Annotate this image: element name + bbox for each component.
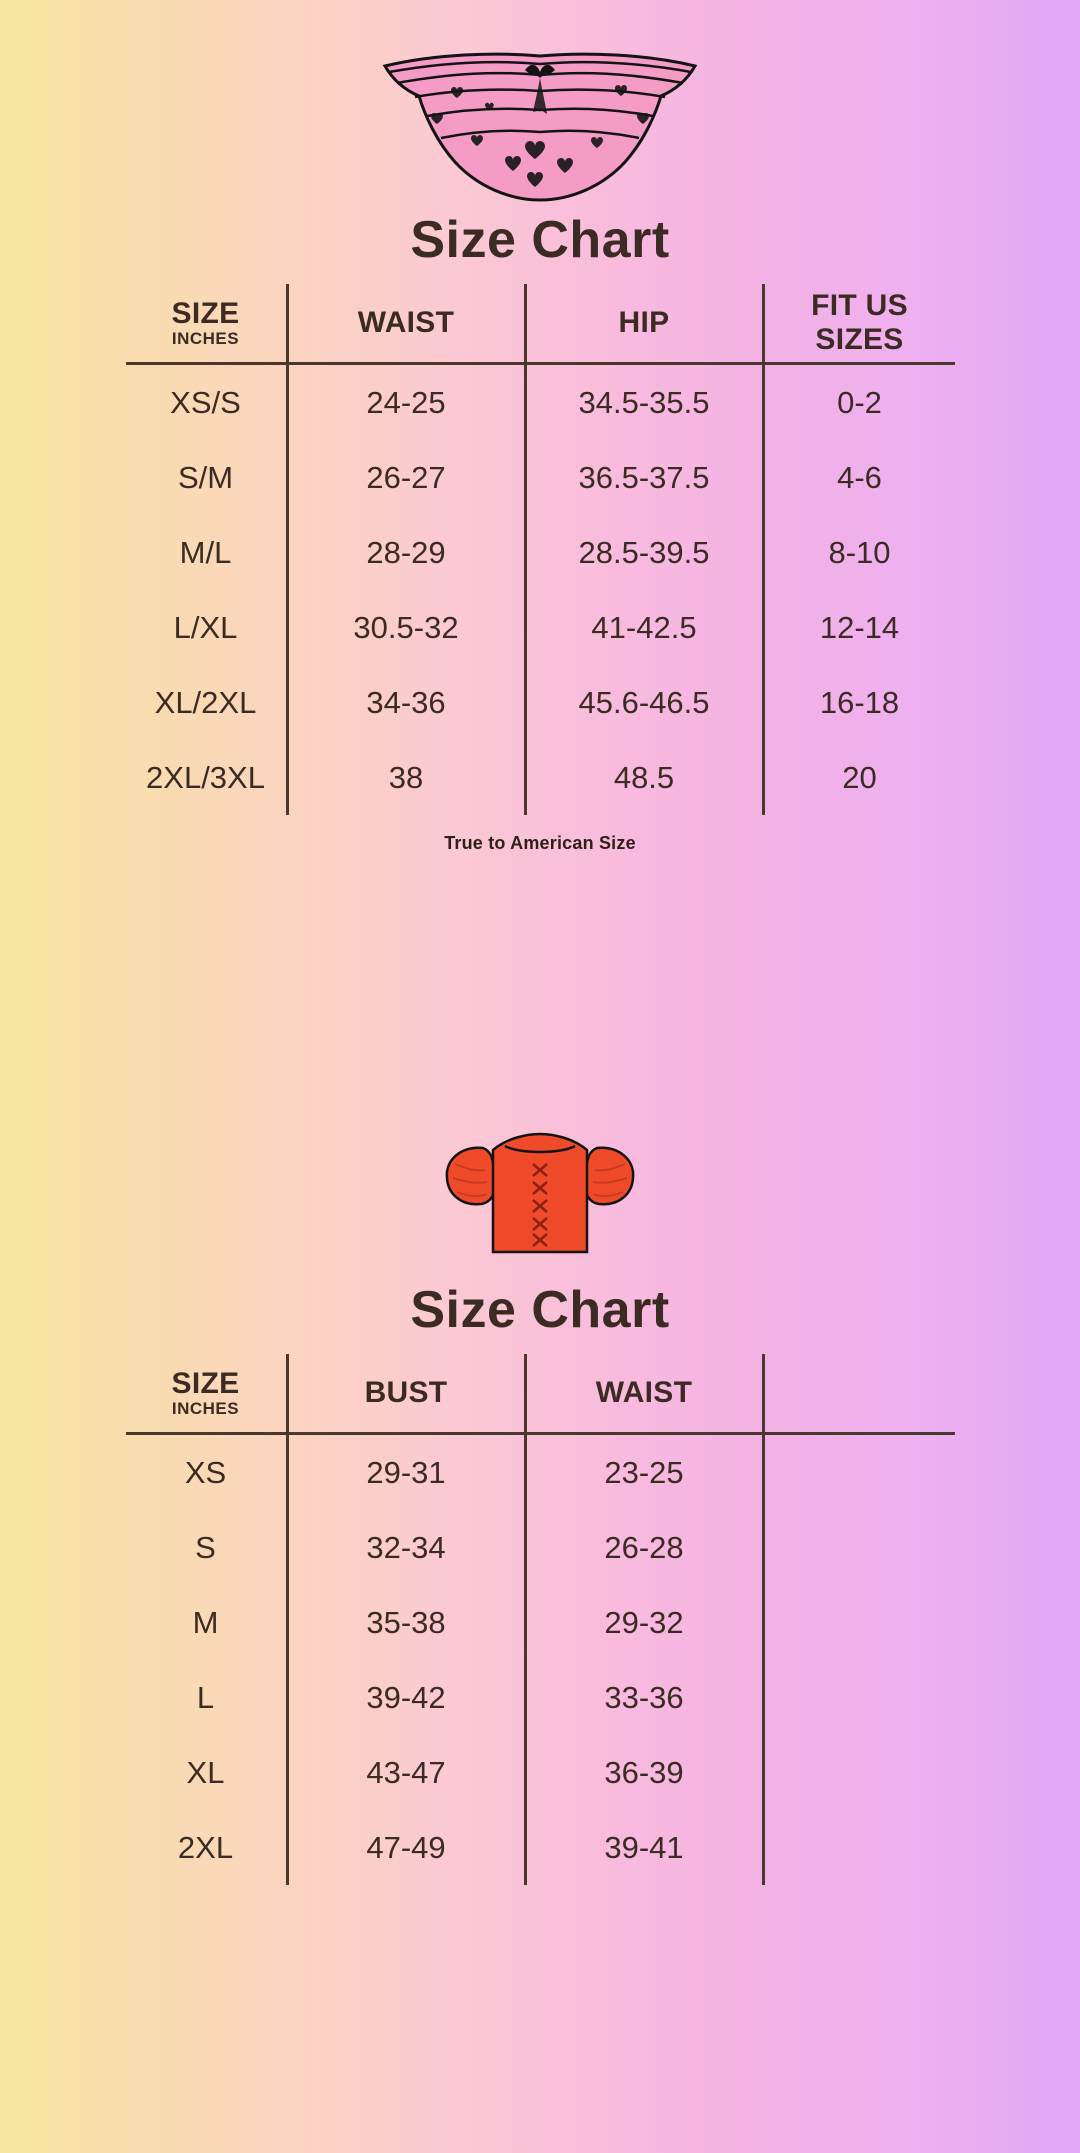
header-bust-2: BUST [287, 1354, 525, 1434]
table-row [126, 1810, 955, 1885]
header-waist-2: WAIST [525, 1354, 763, 1434]
table-row [126, 665, 955, 740]
cell-empty [763, 1510, 955, 1585]
cell-waist: 26-28 [525, 1510, 763, 1585]
cell-hip: 28.5-39.5 [525, 515, 763, 590]
cell-fit-us: 16-18 [763, 665, 955, 740]
panty-size-chart-section [0, 0, 1080, 854]
page-title-1: Size Chart [410, 211, 670, 269]
cell-empty [763, 1810, 955, 1885]
cell-waist: 33-36 [525, 1660, 763, 1735]
table-row [126, 1735, 955, 1810]
cell-size: S/M [177, 459, 234, 495]
cell-size: XL/2XL [154, 684, 257, 720]
cell-size: XL [186, 1754, 225, 1790]
cell-size: M/L [179, 534, 232, 570]
panty-size-table [126, 284, 955, 815]
table-row [126, 1585, 955, 1660]
cell-size: XS/S [170, 384, 241, 420]
cell-hip: 36.5-37.5 [525, 440, 763, 515]
top-size-table [126, 1354, 955, 1885]
table-row [126, 1660, 955, 1735]
cell-size: M [192, 1604, 219, 1640]
top-size-chart-section [0, 1070, 1080, 1885]
cell-waist: 24-25 [287, 364, 525, 441]
cell-bust: 35-38 [287, 1585, 525, 1660]
cell-waist: 36-39 [525, 1735, 763, 1810]
cell-waist: 34-36 [287, 665, 525, 740]
cell-hip: 34.5-35.5 [525, 364, 763, 441]
cell-waist: 39-41 [525, 1810, 763, 1885]
header-hip-1: HIP [525, 284, 763, 364]
cell-waist: 38 [287, 740, 525, 815]
header-size-2: SIZE INCHES [126, 1354, 288, 1434]
corset-top-illustration [0, 1070, 1080, 1280]
panty-illustration [0, 0, 1080, 210]
cell-waist: 29-32 [525, 1585, 763, 1660]
cell-waist: 26-27 [287, 440, 525, 515]
cell-waist: 28-29 [287, 515, 525, 590]
cell-empty [763, 1660, 955, 1735]
table-row [126, 1434, 955, 1511]
cell-bust: 29-31 [287, 1434, 525, 1511]
header-fit-us-sizes-1: FIT US SIZES [763, 284, 955, 364]
cell-fit-us: 8-10 [763, 515, 955, 590]
table-row [126, 740, 955, 815]
cell-size: L/XL [173, 609, 238, 645]
cell-bust: 39-42 [287, 1660, 525, 1735]
page-title-2: Size Chart [410, 1281, 670, 1339]
table-row [126, 515, 955, 590]
table-row [126, 364, 955, 441]
table-header-row-1 [126, 284, 955, 364]
cell-bust: 32-34 [287, 1510, 525, 1585]
cell-fit-us: 0-2 [763, 364, 955, 441]
cell-bust: 47-49 [287, 1810, 525, 1885]
cell-size: 2XL [177, 1829, 234, 1865]
header-empty-2 [763, 1354, 955, 1434]
cell-size: S [195, 1529, 216, 1565]
cell-hip: 48.5 [525, 740, 763, 815]
cell-empty [763, 1434, 955, 1511]
cell-waist: 30.5-32 [287, 590, 525, 665]
cell-fit-us: 20 [763, 740, 955, 815]
cell-fit-us: 12-14 [763, 590, 955, 665]
cell-empty [763, 1735, 955, 1810]
table-header-row-2 [126, 1354, 955, 1434]
cell-hip: 41-42.5 [525, 590, 763, 665]
cell-hip: 45.6-46.5 [525, 665, 763, 740]
table-row [126, 440, 955, 515]
cell-fit-us: 4-6 [763, 440, 955, 515]
header-size-1: SIZE INCHES [126, 284, 288, 364]
cell-bust: 43-47 [287, 1735, 525, 1810]
cell-size: L [196, 1679, 215, 1715]
cell-empty [763, 1585, 955, 1660]
table-row [126, 590, 955, 665]
cell-waist: 23-25 [525, 1434, 763, 1511]
cell-size: XS [184, 1454, 227, 1490]
true-to-size-note: True to American Size [444, 833, 636, 853]
cell-size: 2XL/3XL [146, 759, 265, 795]
table-row [126, 1510, 955, 1585]
header-waist-1: WAIST [287, 284, 525, 364]
